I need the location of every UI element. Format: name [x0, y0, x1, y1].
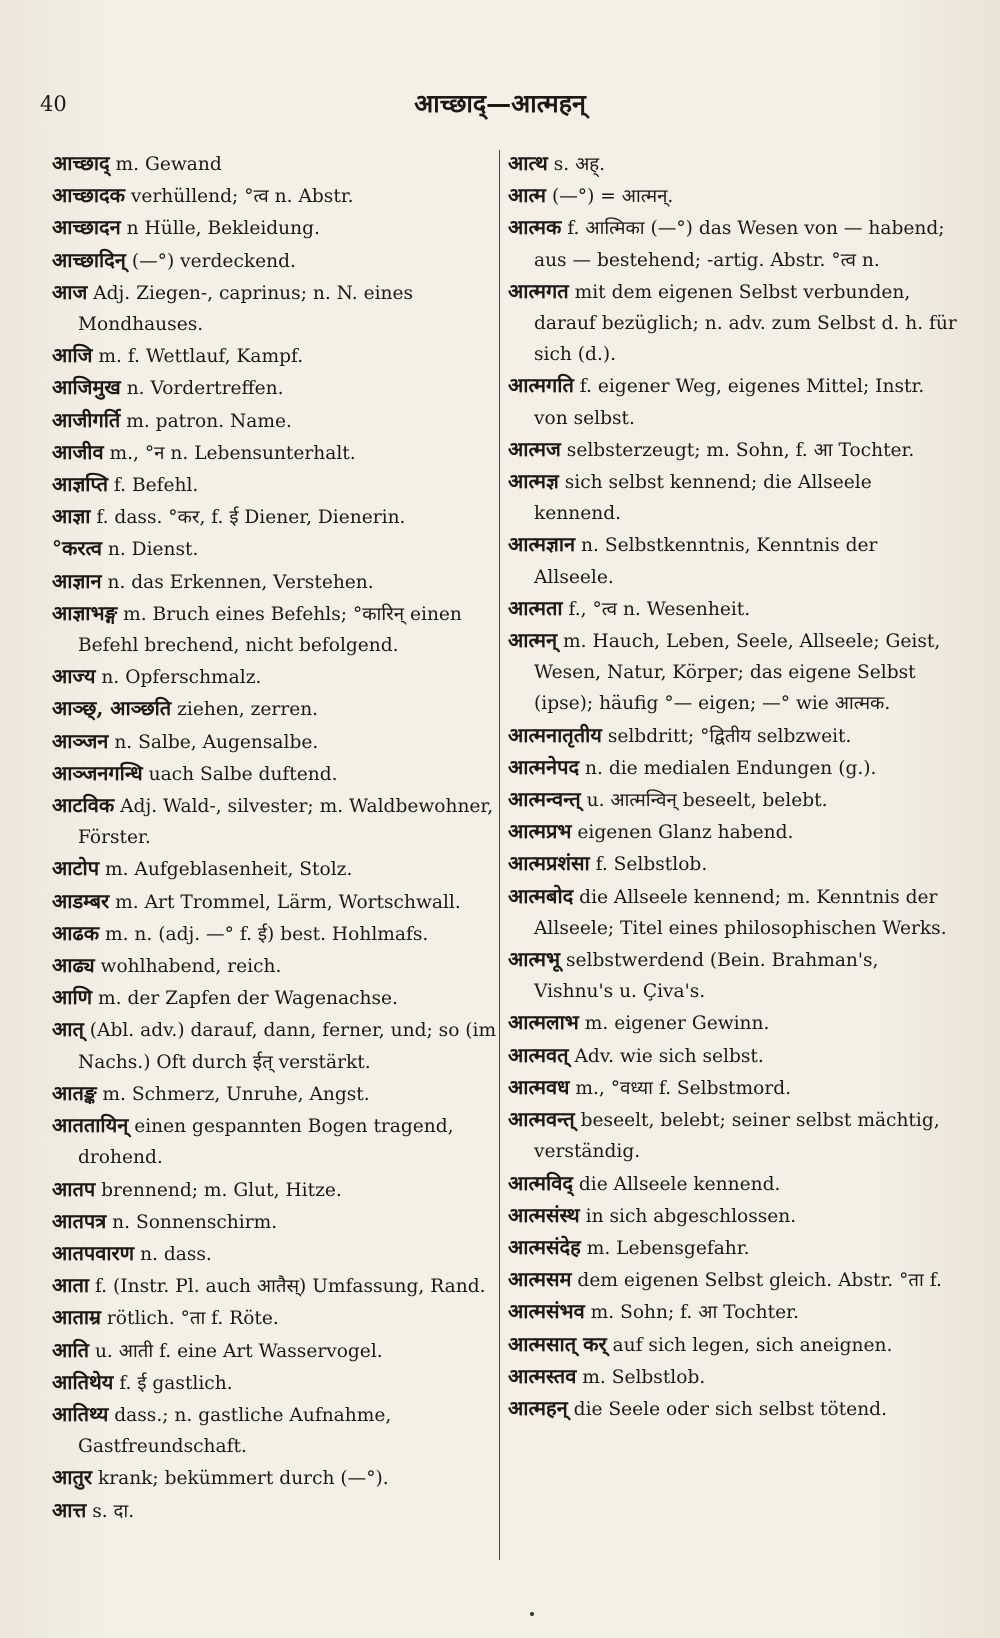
- entry-definition: f. Selbstlob.: [595, 854, 708, 876]
- entry-definition: n. Dienst.: [107, 539, 199, 561]
- entry-definition: m. Lebensgefahr.: [586, 1237, 750, 1259]
- dictionary-entry: [508, 1264, 960, 1296]
- entry-definition: m. Bruch eines Befehls; °कारिन् einen Befehl brechend, nicht befolgend.: [78, 603, 462, 657]
- entry-headword: आजिमुख: [52, 375, 121, 400]
- entry-definition: die Allseele kennend; m. Kenntnis der Allseele; Titel eines philosophischen Werks.: [534, 886, 947, 939]
- entry-headword: आजीगर्ति: [52, 407, 121, 432]
- entry-definition: n. dass.: [140, 1243, 212, 1265]
- dictionary-entry: [508, 1296, 960, 1328]
- entry-headword: आतपत्र: [52, 1208, 107, 1233]
- entry-headword: आत्मसंस्थ: [508, 1202, 580, 1227]
- dictionary-entry: [52, 1270, 507, 1302]
- dictionary-entry: [52, 790, 507, 853]
- dictionary-entry: [52, 918, 507, 950]
- dictionary-entry: [508, 1361, 960, 1393]
- dictionary-entry: [508, 784, 960, 816]
- dictionary-entry: [52, 1078, 507, 1110]
- entry-headword: आञ्छ्, आञ्छति: [52, 696, 172, 721]
- dictionary-entry: [52, 277, 507, 340]
- dictionary-entry: [508, 881, 960, 944]
- entry-definition: f. ई gastlich.: [119, 1372, 233, 1394]
- dictionary-entry: [508, 276, 960, 371]
- dictionary-entry: [52, 1238, 507, 1270]
- dictionary-entry: [52, 1302, 507, 1334]
- entry-headword: आजि: [52, 343, 93, 368]
- entry-definition: die Seele oder sich selbst tötend.: [573, 1398, 887, 1420]
- entry-headword: आत्मगत: [508, 278, 569, 303]
- dictionary-entry: [52, 501, 507, 533]
- entry-definition: n. Opferschmalz.: [101, 667, 262, 689]
- entry-definition: u. आत्मन्विन् beseelt, belebt.: [586, 790, 828, 812]
- entry-headword: आत्महन्: [508, 1395, 568, 1420]
- entry-definition: f. आत्मिका (—°) das Wesen von — habend; aus — bestehend; -artig. Abstr. °त्व n.: [534, 218, 945, 271]
- entry-definition: (—°) verdeckend.: [131, 250, 296, 272]
- entry-headword: आज: [52, 279, 88, 304]
- dictionary-entry: [508, 466, 960, 529]
- entry-headword: आत्थ: [508, 151, 548, 175]
- dictionary-entry: [52, 405, 507, 437]
- entry-headword: आत्: [52, 1017, 84, 1042]
- entry-definition: ziehen, zerren.: [177, 699, 319, 721]
- entry-definition: n. Salbe, Augensalbe.: [114, 731, 319, 753]
- entry-headword: आञ्जनगन्धि: [52, 760, 143, 785]
- dictionary-entry: [508, 1232, 960, 1264]
- entry-definition: in sich abgeschlossen.: [585, 1205, 797, 1227]
- dictionary-entry: [508, 529, 960, 592]
- entry-definition: selbdritt; °द्वितीय selbzweit.: [607, 725, 852, 747]
- entry-definition: s. अह्.: [553, 154, 606, 175]
- entry-headword: आत्मन्: [508, 628, 558, 653]
- entry-definition: auf sich legen, sich aneignen.: [612, 1334, 893, 1356]
- entry-definition: n. Vordertreffen.: [126, 378, 284, 400]
- entry-headword: आत्मभू: [508, 947, 561, 972]
- entry-headword: आता: [52, 1273, 90, 1298]
- page-number: 40: [40, 92, 67, 116]
- dictionary-entry: [508, 180, 960, 212]
- entry-definition: krank; bekümmert durch (—°).: [97, 1468, 389, 1490]
- dictionary-entry: [52, 758, 507, 790]
- entry-headword: आत्मज्ञ: [508, 469, 559, 494]
- entry-definition: m. Schmerz, Unruhe, Angst.: [102, 1083, 370, 1105]
- entry-headword: आत्मसात् कर्: [508, 1331, 607, 1356]
- entry-headword: आत्मप्रभ: [508, 819, 572, 844]
- entry-headword: आच्छाद्: [52, 151, 110, 175]
- entry-definition: m., °वध्या f. Selbstmord.: [575, 1077, 792, 1099]
- entry-headword: °करत्व: [52, 536, 102, 561]
- entry-headword: आणि: [52, 985, 93, 1010]
- entry-definition: s. दा.: [92, 1500, 135, 1522]
- entry-headword: आटोप: [52, 856, 100, 881]
- entry-definition: n. Selbstkenntnis, Kenntnis der Allseele.: [534, 535, 878, 588]
- entry-definition: mit dem eigenen Selbst verbunden, darauf bezüglich; n. adv. zum Selbst d. h. für sich (d.).: [534, 281, 957, 366]
- entry-headword: आजीव: [52, 439, 104, 464]
- dictionary-entry: [508, 148, 960, 180]
- entry-definition: dem eigenen Selbst gleich. Abstr. °ता f.: [577, 1270, 942, 1292]
- entry-definition: selbsterzeugt; m. Sohn, f. आ Tochter.: [566, 439, 915, 461]
- entry-headword: आज्ञान: [52, 568, 102, 593]
- entry-headword: आत्मवध: [508, 1074, 570, 1099]
- entry-definition: f. Befehl.: [113, 475, 199, 497]
- entry-definition: m. f. Wettlauf, Kampf.: [98, 346, 304, 368]
- entry-headword: आत्मलाभ: [508, 1010, 579, 1035]
- entry-definition: f. dass. °कर, f. ई Diener, Dienerin.: [96, 507, 406, 529]
- entry-headword: आज्ञप्ति: [52, 472, 108, 497]
- entry-headword: आज्य: [52, 664, 96, 689]
- entry-headword: आतङ्क: [52, 1080, 97, 1105]
- entry-headword: आज्ञा: [52, 504, 91, 529]
- dictionary-entry: [52, 886, 507, 918]
- entry-definition: n. die medialen Endungen (g.).: [585, 757, 877, 779]
- entry-headword: आताम्र: [52, 1305, 101, 1330]
- entry-headword: आच्छादन: [52, 215, 121, 240]
- dictionary-entry: [508, 593, 960, 625]
- dictionary-entry: [508, 752, 960, 784]
- dictionary-entry: [52, 1014, 507, 1077]
- entry-headword: आतिथ्य: [52, 1401, 109, 1426]
- entry-definition: n. das Erkennen, Verstehen.: [107, 571, 374, 593]
- dictionary-entry: [52, 372, 507, 404]
- entry-headword: आतप: [52, 1176, 96, 1201]
- entry-headword: आञ्जन: [52, 728, 109, 753]
- entry-definition: m. n. (adj. —° f. ई) best. Hohlmafs.: [104, 923, 429, 945]
- entry-headword: आच्छादक: [52, 183, 125, 208]
- entry-headword: आत्मसम: [508, 1267, 572, 1292]
- entry-definition: selbstwerdend (Bein. Brahman's, Vishnu's u. Çiva's.: [534, 950, 879, 1003]
- dictionary-entry: [52, 982, 507, 1014]
- dictionary-entry: [508, 720, 960, 752]
- running-head: आच्छाद्—आत्महन्: [414, 89, 586, 118]
- dictionary-entry: [52, 180, 507, 212]
- dictionary-entry: [52, 533, 507, 565]
- dictionary-entry: [52, 148, 507, 180]
- dictionary-entry: [508, 212, 960, 275]
- dictionary-entry: [52, 853, 507, 885]
- entry-definition: sich selbst kennend; die Allseele kennend.: [534, 472, 872, 525]
- dictionary-entry: [508, 1104, 960, 1167]
- entry-definition: Adv. wie sich selbst.: [574, 1045, 764, 1067]
- entry-definition: einen gespannten Bogen tragend, drohend.: [78, 1116, 454, 1169]
- dictionary-entry: [52, 469, 507, 501]
- entry-definition: m. eigener Gewinn.: [584, 1013, 770, 1035]
- dictionary-entry: [508, 1168, 960, 1200]
- entry-headword: आततायिन्: [52, 1113, 129, 1138]
- entry-definition: die Allseele kennend.: [578, 1173, 781, 1195]
- dictionary-entry: [52, 1110, 507, 1173]
- entry-headword: आत्मसंदेह: [508, 1234, 581, 1259]
- entry-definition: Adj. Wald-, silvester; m. Waldbewohner, Förster.: [78, 796, 494, 849]
- column-divider: [499, 150, 500, 1560]
- entry-headword: आतिथेय: [52, 1369, 114, 1394]
- entry-definition: m., °न n. Lebensunterhalt.: [109, 442, 356, 464]
- dictionary-entry: [508, 1393, 960, 1425]
- ink-speck: [530, 1612, 534, 1616]
- dictionary-entry: [508, 848, 960, 880]
- entry-definition: m. Sohn; f. आ Tochter.: [590, 1302, 799, 1324]
- dictionary-entry: [508, 1007, 960, 1039]
- entry-definition: (Abl. adv.) darauf, dann, ferner, und; so (im Nachs.) Oft durch ईत् verstärkt.: [78, 1020, 497, 1073]
- entry-definition: f., °त्व n. Wesenheit.: [568, 598, 751, 620]
- entry-headword: आच्छादिन्: [52, 247, 126, 272]
- entry-definition: f. (Instr. Pl. auch आतैस्) Umfassung, Rand.: [94, 1276, 486, 1298]
- entry-headword: आत्मनेपद: [508, 754, 580, 779]
- entry-definition: rötlich. °ता f. Röte.: [106, 1308, 279, 1330]
- left-column: [52, 148, 507, 1527]
- entry-definition: brennend; m. Glut, Hitze.: [101, 1179, 342, 1201]
- entry-definition: u. आती f. eine Art Wasservogel.: [94, 1340, 383, 1362]
- entry-headword: आत्मवन्त्: [508, 1107, 575, 1132]
- entry-headword: आढक: [52, 920, 100, 945]
- dictionary-entry: [52, 245, 507, 277]
- dictionary-entry: [52, 1206, 507, 1238]
- entry-headword: आढ्य: [52, 953, 95, 978]
- entry-headword: आत्मसंभव: [508, 1299, 585, 1324]
- dictionary-entry: [52, 1367, 507, 1399]
- entry-definition: Adj. Ziegen-, caprinus; n. N. eines Mondhauses.: [78, 282, 414, 336]
- dictionary-entry: [52, 1174, 507, 1206]
- entry-headword: आत्मनातृतीय: [508, 722, 602, 747]
- dictionary-entry: [52, 1495, 507, 1527]
- dictionary-entry: [52, 1462, 507, 1494]
- dictionary-entry: [508, 625, 960, 720]
- dictionary-entry: [52, 661, 507, 693]
- dictionary-entry: [52, 437, 507, 469]
- dictionary-entry: [52, 340, 507, 372]
- dictionary-entry: [52, 598, 507, 661]
- dictionary-entry: [508, 370, 960, 433]
- dictionary-entry: [508, 1072, 960, 1104]
- entry-headword: आत्मन्वन्त्: [508, 787, 581, 812]
- entry-headword: आत्त: [52, 1497, 87, 1522]
- dictionary-entry: [52, 1399, 507, 1462]
- entry-headword: आत्मबोद: [508, 883, 574, 908]
- entry-headword: आत्मज्ञान: [508, 532, 576, 557]
- entry-headword: आत्मज: [508, 436, 561, 461]
- dictionary-entry: [508, 434, 960, 466]
- entry-headword: आतपवारण: [52, 1240, 135, 1265]
- entry-headword: आडम्बर: [52, 888, 110, 913]
- dictionary-entry: [52, 950, 507, 982]
- entry-headword: आत्मस्तव: [508, 1363, 577, 1388]
- entry-headword: आत्मता: [508, 595, 563, 620]
- entry-headword: आत्म: [508, 183, 547, 208]
- dictionary-entry: [508, 1200, 960, 1232]
- entry-definition: n. Sonnenschirm.: [112, 1211, 278, 1233]
- entry-headword: आत्मगति: [508, 373, 574, 398]
- entry-definition: (—°) = आत्मन्.: [551, 186, 674, 208]
- entry-headword: आति: [52, 1337, 90, 1362]
- entry-definition: wohlhabend, reich.: [100, 956, 282, 978]
- dictionary-entry: [52, 566, 507, 598]
- dictionary-entry: [52, 212, 507, 244]
- entry-definition: uach Salbe duftend.: [148, 763, 338, 785]
- entry-definition: beseelt, belebt; seiner selbst mächtig, verständig.: [534, 1110, 940, 1163]
- entry-definition: n Hülle, Bekleidung.: [126, 218, 320, 240]
- dictionary-entry: [508, 1040, 960, 1072]
- entry-headword: आत्मविद्: [508, 1170, 573, 1195]
- entry-definition: m. Gewand: [115, 154, 222, 175]
- entry-headword: आज्ञाभङ्ग: [52, 600, 118, 625]
- entry-definition: m. Aufgeblasenheit, Stolz.: [104, 859, 353, 881]
- dictionary-entry: [508, 1329, 960, 1361]
- entry-headword: आतुर: [52, 1465, 93, 1490]
- entry-definition: verhüllend; °त्व n. Abstr.: [130, 186, 354, 208]
- entry-headword: आत्मवत्: [508, 1042, 569, 1067]
- entry-definition: dass.; n. gastliche Aufnahme, Gastfreundschaft.: [78, 1404, 392, 1458]
- entry-definition: f. eigener Weg, eigenes Mittel; Instr. von selbst.: [534, 376, 925, 429]
- dictionary-entry: [52, 726, 507, 758]
- right-column: [508, 148, 960, 1425]
- entry-definition: m. patron. Name.: [126, 410, 292, 432]
- entry-definition: m. Selbstlob.: [582, 1366, 706, 1388]
- entry-definition: m. der Zapfen der Wagenachse.: [98, 988, 398, 1010]
- entry-headword: आत्मप्रशंसा: [508, 851, 590, 876]
- entry-headword: आत्मक: [508, 215, 562, 240]
- dictionary-entry: [508, 816, 960, 848]
- entry-headword: आटविक: [52, 793, 115, 818]
- dictionary-entry: [52, 1335, 507, 1367]
- dictionary-entry: [508, 944, 960, 1007]
- entry-definition: eigenen Glanz habend.: [577, 822, 794, 844]
- dictionary-entry: [52, 693, 507, 725]
- entry-definition: m. Hauch, Leben, Seele, Allseele; Geist, Wesen, Natur, Körper; das eigene Selbst (ipse); häufig °— eigen; —° wie आत्मक.: [534, 631, 941, 715]
- entry-definition: m. Art Trommel, Lärm, Wortschwall.: [115, 891, 461, 913]
